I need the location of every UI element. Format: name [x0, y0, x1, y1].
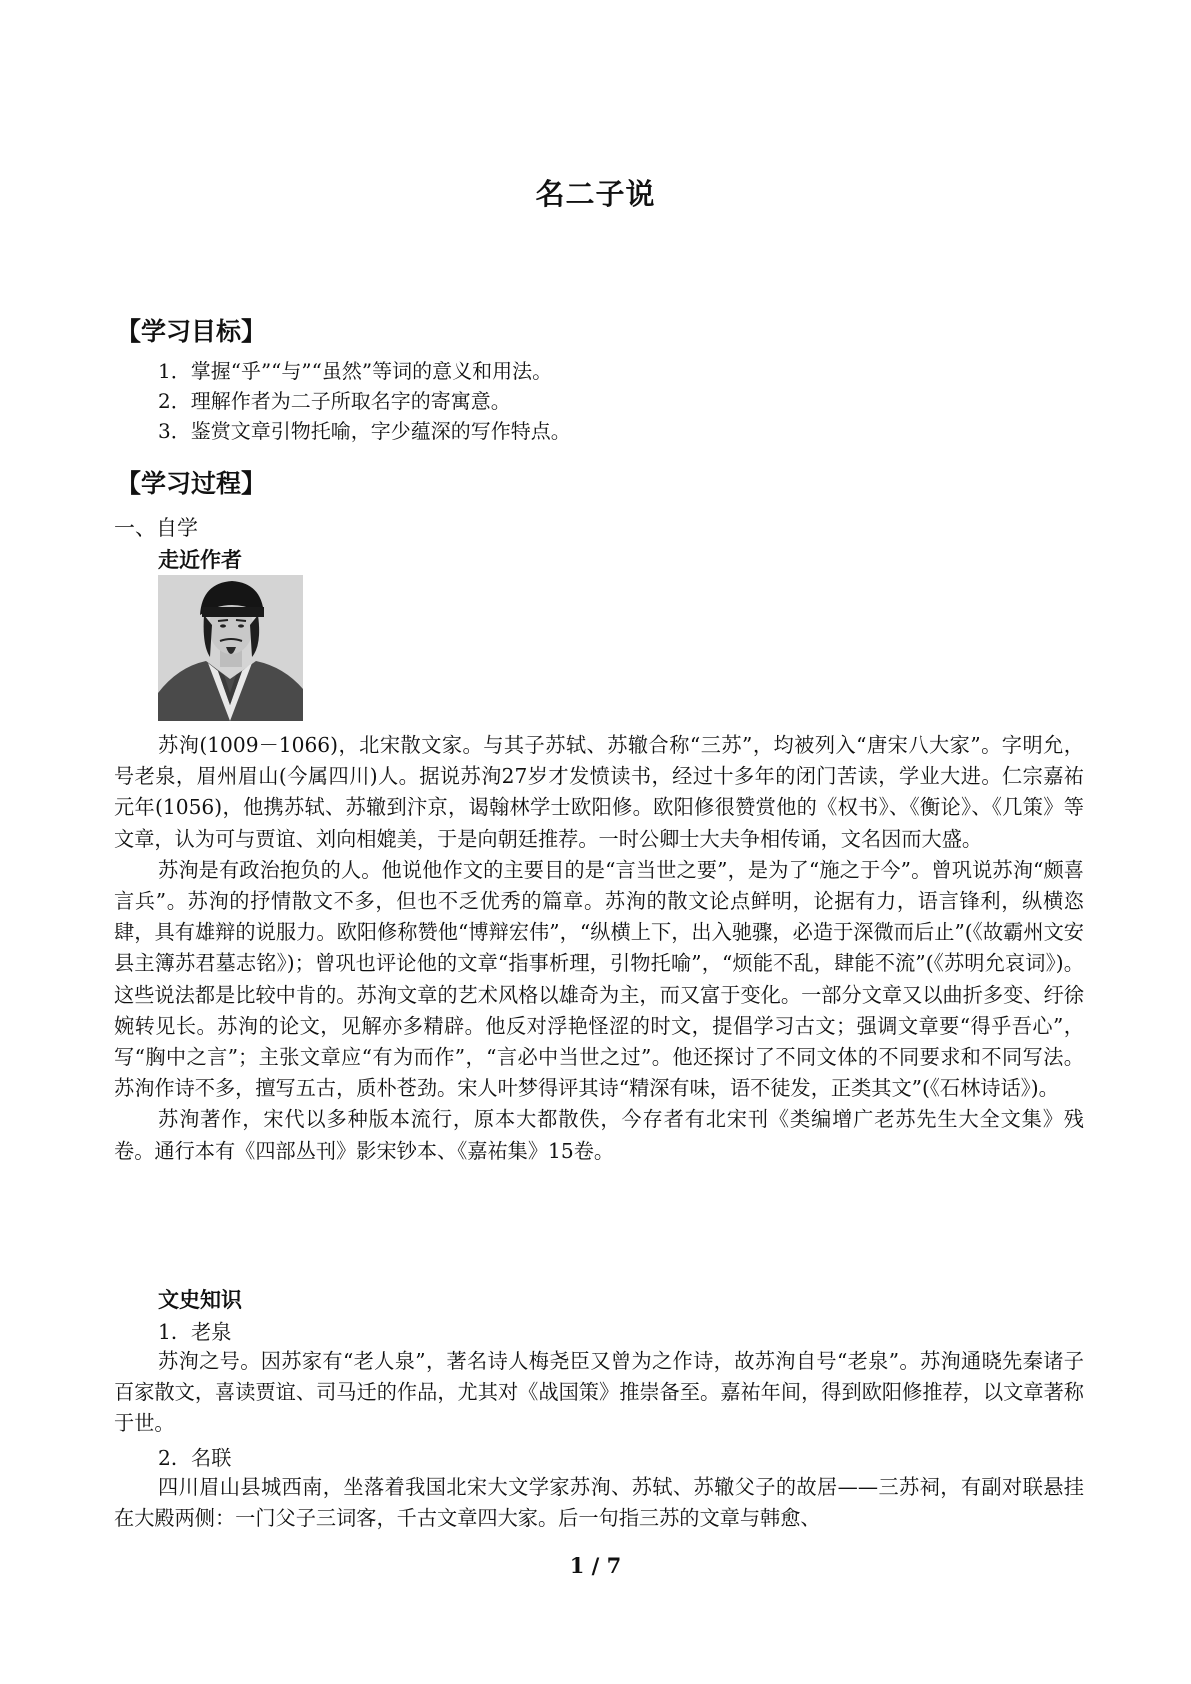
author-paragraph: 苏洵是有政治抱负的人。他说他作文的主要目的是“言当世之要”，是为了“施之于今”。曾巩说苏洵“颇喜言兵”。苏洵的抒情散文不多，但也不乏优秀的篇章。苏洵的散文论点鲜明，论据有力，语言锋利，纵横恣肆，具有雄辩的说服力。欧阳修称赞他“博辩宏伟”，“纵横上下，出入驰骤，必造于深微而后止”(《故霸州文安县主簿苏君墓志铭》)；曾巩也评论他的文章“指事析理，引物托喻”，“烦能不乱，肆能不流”(《苏明允哀词》)。这些说法都是比较中肯的。苏洵文章的艺术风格以雄奇为主，而又富于变化。一部分文章又以曲折多变、纡徐婉转见长。苏洵的论文，见解亦多精辟。他反对浮艳怪涩的时文，提倡学习古文；强调文章要“得乎吾心”，写“胸中之言”；主张文章应“有为而作”，“言必中当世之过”。他还探讨了不同文体的不同要求和不同写法。苏洵作诗不多，擅写五古，质朴苍劲。宋人叶梦得评其诗“精深有味，语不徒发，正类其文”(《石林诗话》)。 — [114, 857, 1084, 1101]
author-portrait-icon — [158, 575, 303, 721]
author-paragraph: 苏洵(1009－1066)，北宋散文家。与其子苏轼、苏辙合称“三苏”，均被列入“唐宋八大家”。字明允，号老泉，眉州眉山(今属四川)人。据说苏洵27岁才发愤读书，经过十多年的闭门苦读，学业大进。仁宗嘉祐元年(1056)，他携苏轼、苏辙到汴京，谒翰林学士欧阳修。欧阳修很赞赏他的《权书》、《衡论》、《几策》等文章，认为可与贾谊、刘向相媲美，于是向朝廷推荐。一时公卿士大夫争相传诵，文名因而大盛。 — [114, 733, 1084, 851]
author-portrait-image — [158, 575, 303, 721]
author-heading: 走近作者 — [158, 547, 242, 572]
objective-item: 1．掌握“乎”“与”“虽然”等词的意义和用法。 — [158, 359, 553, 383]
history-knowledge-heading: 文史知识 — [158, 1287, 242, 1312]
self-study-heading: 一、自学 — [114, 516, 198, 540]
objective-item: 3．鉴赏文章引物托喻，字少蕴深的写作特点。 — [158, 419, 571, 443]
page-title: 名二子说 — [535, 177, 656, 211]
author-bio — [114, 730, 1084, 1167]
knowledge-paragraph: 四川眉山县城西南，坐落着我国北宋大文学家苏洵、苏轼、苏辙父子的故居——三苏祠，有副对联悬挂在大殿两侧：一门父子三词客，千古文章四大家。后一句指三苏的文章与韩愈、 — [114, 1475, 1084, 1531]
author-paragraph: 苏洵著作，宋代以多种版本流行，原本大都散佚，今存者有北宋刊《类编增广老苏先生大全文集》残卷。通行本有《四部丛刊》影宋钞本、《嘉祐集》15卷。 — [114, 1107, 1084, 1163]
objective-item: 2．理解作者为二子所取名字的寄寓意。 — [158, 389, 511, 413]
knowledge-paragraph: 苏洵之号。因苏家有“老人泉”，著名诗人梅尧臣又曾为之作诗，故苏洵自号“老泉”。苏洵通晓先秦诸子百家散文，喜读贾谊、司马迁的作品，尤其对《战国策》推崇备至。嘉祐年间，得到欧阳修推荐，以文章著称于世。 — [114, 1349, 1084, 1436]
knowledge-item-text — [114, 1472, 1084, 1534]
process-heading: 【学习过程】 — [116, 469, 267, 498]
knowledge-item-title: 1．老泉 — [158, 1320, 232, 1344]
knowledge-item-title: 2．名联 — [158, 1446, 232, 1470]
objectives-heading: 【学习目标】 — [116, 317, 267, 346]
objectives-list — [158, 356, 1118, 446]
page-number: 1 / 7 — [569, 1553, 622, 1578]
knowledge-item-text — [114, 1346, 1084, 1440]
